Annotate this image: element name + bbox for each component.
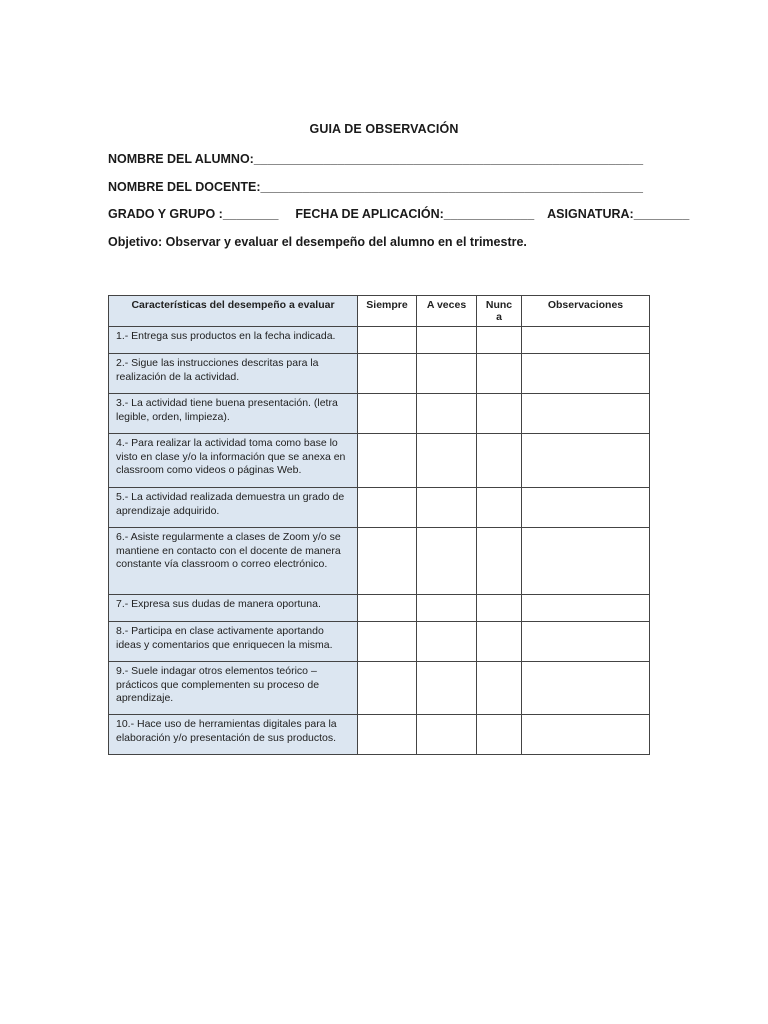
cell-sometimes [417,595,477,622]
cell-always [358,354,417,394]
cell-sometimes [417,715,477,755]
row-description: 3.- La actividad tiene buena presentación. (letra legible, orden, limpieza). [109,394,358,434]
grade-group-field: GRADO Y GRUPO :________ [108,207,279,221]
cell-always [358,528,417,595]
header-sometimes: A veces [417,296,477,327]
cell-sometimes [417,488,477,528]
row-description: 1.- Entrega sus productos en la fecha indicada. [109,327,358,354]
row-description: 9.- Suele indagar otros elementos teórico – prácticos que complementen su proceso de aprendizaje. [109,662,358,715]
cell-observations [522,715,650,755]
cell-observations [522,394,650,434]
observation-table [108,295,650,755]
header-observations: Observaciones [522,296,650,327]
cell-always [358,327,417,354]
cell-never [477,715,522,755]
cell-always [358,394,417,434]
row-description: 4.- Para realizar la actividad toma como base lo visto en clase y/o la información que se anexa en classroom como videos o páginas Web. [109,434,358,488]
cell-sometimes [417,622,477,662]
cell-never [477,394,522,434]
header-always: Siempre [358,296,417,327]
header-never: Nunc a [477,296,522,327]
table-row [109,715,650,755]
cell-always [358,595,417,622]
cell-never [477,622,522,662]
cell-sometimes [417,327,477,354]
cell-observations [522,354,650,394]
row-description: 5.- La actividad realizada demuestra un grado de aprendizaje adquirido. [109,488,358,528]
cell-never [477,327,522,354]
cell-always [358,662,417,715]
cell-never [477,528,522,595]
cell-sometimes [417,354,477,394]
cell-never [477,354,522,394]
cell-never [477,434,522,488]
table-row [109,327,650,354]
header-characteristics: Características del desempeño a evaluar [109,296,358,327]
table-row [109,394,650,434]
cell-never [477,595,522,622]
cell-always [358,622,417,662]
row-description: 8.- Participa en clase activamente aportando ideas y comentarios que enriquecen la misma. [109,622,358,662]
table-header-row [109,296,650,327]
cell-observations [522,662,650,715]
subject-field: ASIGNATURA:________ [547,207,690,221]
cell-sometimes [417,434,477,488]
table-row [109,434,650,488]
table-row [109,622,650,662]
cell-observations [522,327,650,354]
cell-observations [522,595,650,622]
student-name-field: NOMBRE DEL ALUMNO:________________________________________________________ [108,152,644,166]
observation-table-container [108,295,649,755]
cell-never [477,662,522,715]
cell-sometimes [417,662,477,715]
table-row [109,662,650,715]
row-description: 2.- Sigue las instrucciones descritas para la realización de la actividad. [109,354,358,394]
cell-always [358,434,417,488]
cell-observations [522,488,650,528]
table-row [109,528,650,595]
row-description: 6.- Asiste regularmente a clases de Zoom y/o se mantiene en contacto con el docente de manera constante vía classroom o correo electrónico. [109,528,358,595]
cell-observations [522,622,650,662]
cell-never [477,488,522,528]
table-row [109,354,650,394]
teacher-name-field: NOMBRE DEL DOCENTE:_______________________________________________________ [108,180,643,194]
grade-date-subject-line [108,207,689,221]
cell-always [358,488,417,528]
row-description: 7.- Expresa sus dudas de manera oportuna. [109,595,358,622]
row-description: 10.- Hace uso de herramientas digitales para la elaboración y/o presentación de sus productos. [109,715,358,755]
cell-observations [522,528,650,595]
table-row [109,488,650,528]
application-date-field: FECHA DE APLICACIÓN:_____________ [295,207,535,221]
cell-sometimes [417,528,477,595]
cell-observations [522,434,650,488]
cell-always [358,715,417,755]
document-title: GUIA DE OBSERVACIÓN [309,122,459,136]
table-row [109,595,650,622]
objective-text: Objetivo: Observar y evaluar el desempeño del alumno en el trimestre. [108,235,527,249]
cell-sometimes [417,394,477,434]
